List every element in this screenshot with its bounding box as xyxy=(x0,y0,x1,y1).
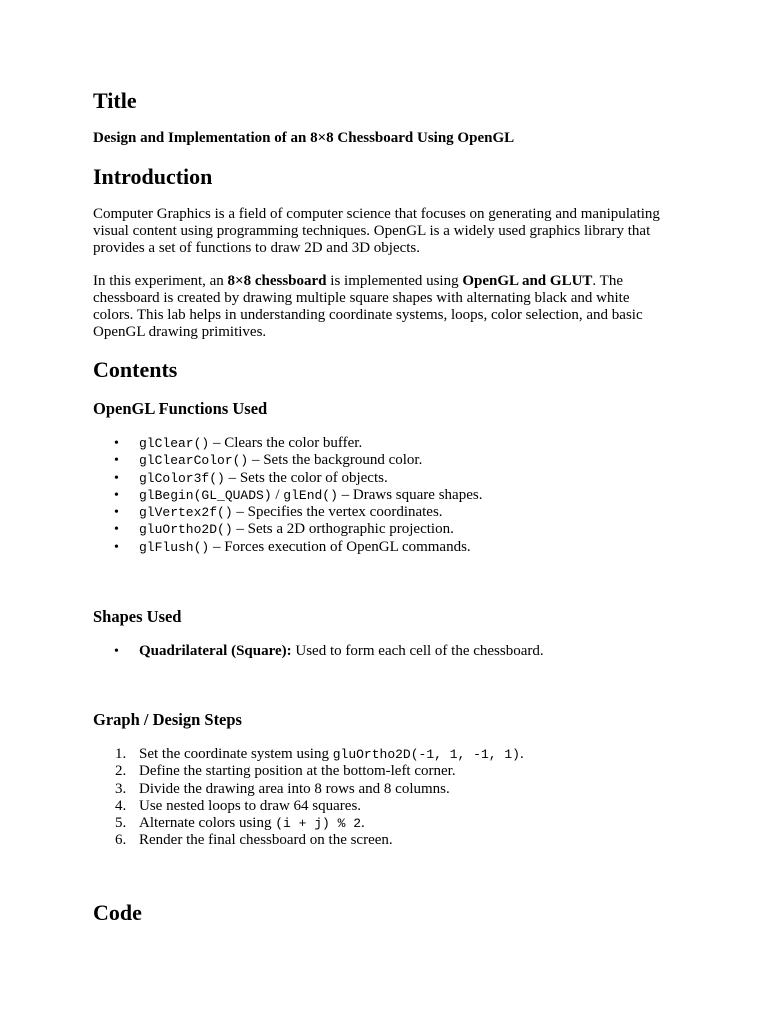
function-description: – Specifies the vertex coordinates. xyxy=(232,504,443,521)
list-item xyxy=(93,504,482,521)
introduction-heading: Introduction xyxy=(93,164,213,189)
function-code: glClearColor() xyxy=(139,453,249,469)
list-item xyxy=(93,521,482,538)
function-code: glBegin(GL_QUADS) xyxy=(139,487,272,503)
step-code: (i + j) % 2 xyxy=(275,816,362,832)
function-description: – Sets the background color. xyxy=(248,452,423,469)
step-text: Render the final chessboard on the screen. xyxy=(139,832,393,849)
list-item xyxy=(93,781,524,798)
list-item xyxy=(93,746,524,763)
steps-list xyxy=(93,746,524,850)
shapes-list xyxy=(93,643,544,660)
introduction-paragraph-2 xyxy=(93,273,668,341)
contents-heading: Contents xyxy=(93,357,178,382)
step-after: . xyxy=(361,815,365,832)
code-heading: Code xyxy=(93,900,142,925)
list-item xyxy=(93,487,482,504)
function-code: gluOrtho2D() xyxy=(139,522,233,538)
step-number: 3. xyxy=(115,780,127,797)
shape-description: Used to form each cell of the chessboard. xyxy=(291,643,544,659)
step-text: Set the coordinate system using xyxy=(139,746,333,762)
list-item xyxy=(93,763,524,780)
step-number: 4. xyxy=(115,797,127,814)
list-item xyxy=(93,832,524,849)
shapes-heading: Shapes Used xyxy=(93,607,182,626)
list-item xyxy=(93,470,482,487)
step-text: Divide the drawing area into 8 rows and 8 columns. xyxy=(139,780,450,797)
step-number: 6. xyxy=(115,832,127,849)
list-item xyxy=(93,643,544,660)
para2-text-1: In this experiment, an xyxy=(93,273,228,289)
function-code-2: glEnd() xyxy=(283,487,338,503)
list-item xyxy=(93,452,482,469)
function-separator: / xyxy=(271,486,284,503)
step-number: 2. xyxy=(115,763,127,780)
list-item xyxy=(93,435,482,452)
functions-list xyxy=(93,435,482,556)
function-description: – Draws square shapes. xyxy=(337,486,483,503)
document-subtitle: Design and Implementation of an 8×8 Chessboard Using OpenGL xyxy=(93,130,515,146)
introduction-paragraph-1: Computer Graphics is a field of computer science that focuses on generating and manipulating visual content using programming techniques. OpenGL is a widely used graphics library that provides a set of functions to draw 2D and 3D objects. xyxy=(93,206,660,256)
list-item xyxy=(93,798,524,815)
step-after: . xyxy=(519,746,524,762)
functions-heading: OpenGL Functions Used xyxy=(93,399,268,418)
para2-bold-opengl-glut: OpenGL and GLUT xyxy=(462,273,593,289)
step-code: gluOrtho2D(-1, 1, -1, 1) xyxy=(332,747,520,762)
function-description: – Clears the color buffer. xyxy=(209,435,363,451)
para2-text-2: is implemented using xyxy=(326,273,463,289)
function-code: glVertex2f() xyxy=(139,505,233,521)
list-item xyxy=(93,815,524,832)
shape-name: Quadrilateral (Square): xyxy=(139,643,292,659)
function-code: glColor3f() xyxy=(139,470,225,486)
para2-text-3: . The chessboard is created by drawing multiple square shapes with alternating black and white colors. This lab helps in understanding coordinate systems, loops, color selection, and basic OpenGL drawing primitives. xyxy=(93,273,643,340)
function-description: – Sets a 2D orthographic projection. xyxy=(232,521,454,538)
step-text: Alternate colors using xyxy=(139,815,276,832)
step-number: 1. xyxy=(115,746,127,762)
title-heading: Title xyxy=(93,88,137,113)
para2-bold-chessboard: 8×8 chessboard xyxy=(227,273,327,289)
steps-heading: Graph / Design Steps xyxy=(93,710,242,729)
function-code: glClear() xyxy=(139,436,210,451)
function-description: – Forces execution of OpenGL commands. xyxy=(209,538,471,555)
function-description: – Sets the color of objects. xyxy=(224,469,388,486)
function-code: glFlush() xyxy=(139,539,210,555)
list-item xyxy=(93,539,482,556)
step-number: 5. xyxy=(115,815,127,832)
step-text: Use nested loops to draw 64 squares. xyxy=(139,797,362,814)
step-text: Define the starting position at the bottom-left corner. xyxy=(139,763,456,780)
